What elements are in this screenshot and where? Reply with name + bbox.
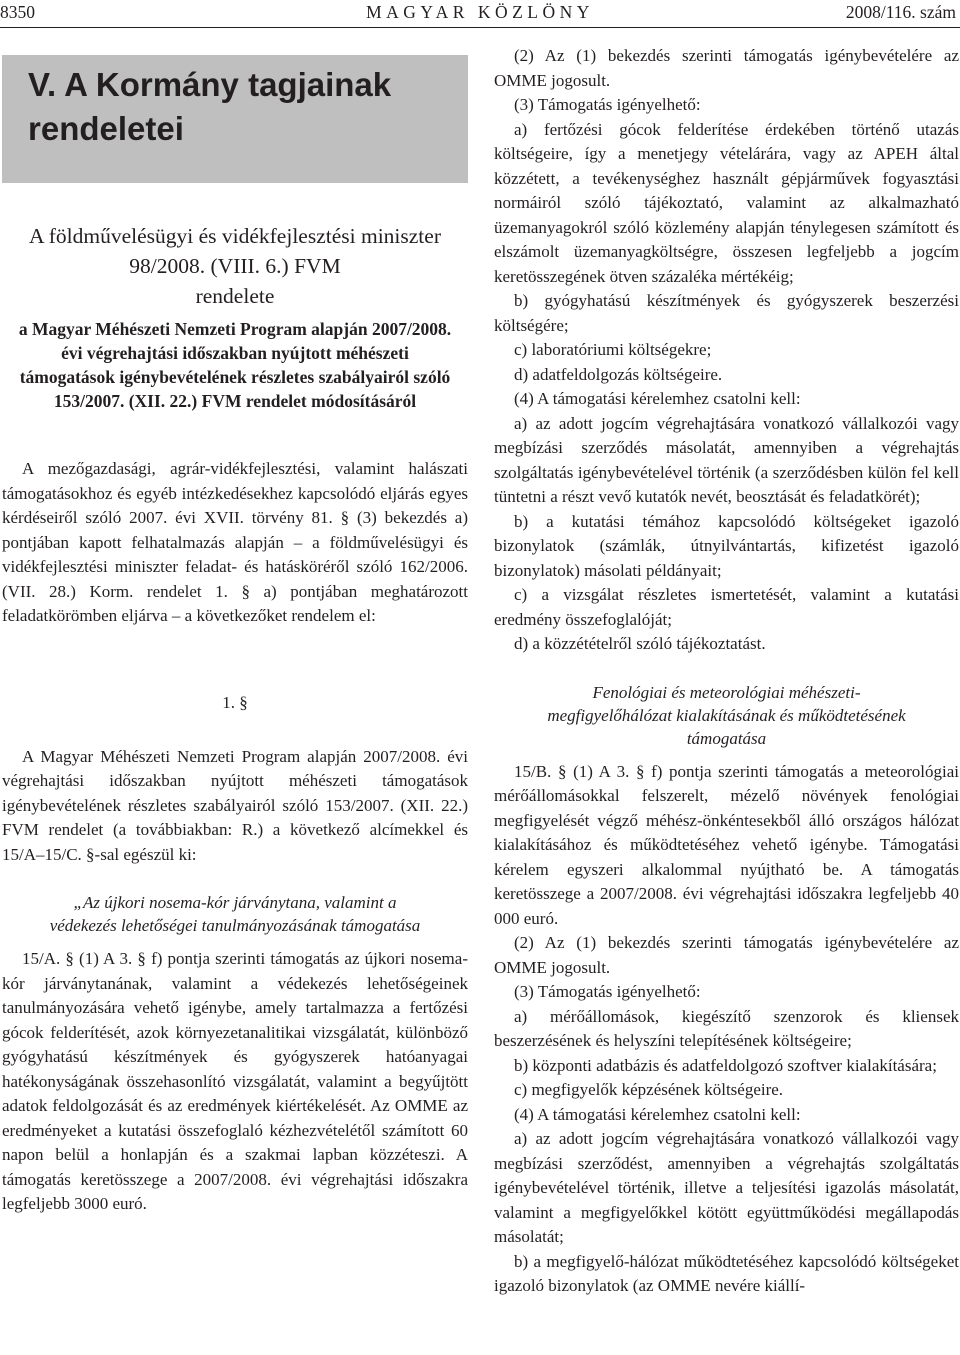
decree-heading <box>2 221 468 311</box>
preamble: A mezőgazdasági, agrár-vidékfejlesztési, valamint halászati támogatásokhoz és egyéb intézkedésekhez kapcsolódó eljárás egyes kérdéseiről szóló 2007. évi XVII. törvény 81. § (3) bekezdés a) pontjában kapott felhatalmazás alapján – a földművelésügyi és vidékfejlesztési miniszter feladat- és hatásköréről szóló 162/2006. (VII. 28.) Korm. rendelet 1. § a) pontjában meghatározott feladatkörömben eljárva – a következőket rendelem el: <box>2 459 468 625</box>
right-paragraph: c) a vizsgálat részletes ismertetését, valamint a kutatási eredmény összefoglalóját; <box>494 585 959 629</box>
chapter-banner <box>2 55 468 183</box>
section-number: 1. § <box>222 692 248 712</box>
right-paragraph: b) központi adatbázis és adatfeldolgozó szoftver kialakítására; <box>514 1055 937 1075</box>
subsection-title: Fenológiai és meteorológiai méhészeti-megfigyelőhálózat kialakításának és működtetésének támogatása <box>547 682 906 748</box>
decree-ministry: A földművelésügyi és vidékfejlesztési miniszter <box>29 224 441 248</box>
page-header <box>0 2 960 26</box>
decree-kind: rendelete <box>195 284 275 308</box>
decree-subject: a Magyar Méhészeti Nemzeti Program alapján 2007/2008. évi végrehajtási időszakban nyújtott méhészeti támogatások igénybevételének részletes szabályairól szóló 153/2007. (XII. 22.) FVM rendelet módosításáról <box>18 319 452 411</box>
decree-number: 98/2008. (VIII. 6.) FVM <box>129 254 341 278</box>
right-paragraph: (4) A támogatási kérelemhez csatolni kell: <box>514 389 801 408</box>
section-text: A Magyar Méhészeti Nemzeti Program alapján 2007/2008. évi végrehajtási időszakban nyújtott méhészeti támogatások igénybevételének részletes szabályairól szóló 153/2007. (XII. 22.) FVM rendelet (a továbbiakban: R.) a következő alcímekkel és 15/A–15/C. §-sal egészül ki: <box>2 746 468 864</box>
paragraph-15b: 15/B. § (1) A 3. § f) pontja szerinti támogatás a meteorológiai mérőállomásokkal felszerelt, mézelő növények fenológiai megfigyelését végző méhész-önkéntesekből álló országos hálózat kialakításához és működtetéséhez vehető igénybe. Támogatási kérelem egyszeri alkalommal nyújtható be. A támogatás keretösszege a 2007/2008. évi végrehajtási időszakra legfeljebb 40 000 euró. <box>494 761 959 928</box>
right-paragraph: a) fertőzési gócok felderítése érdekében történő utazás költségeire, így a menetjegy vételárára, vagy az APEH által közzétett, a tevékenységhez használt gépjárművek fogyasztási normáiról szóló tájékoztató, valamint az alkalmazható üzemanyagokról szóló közlemény alapján ténylegesen számított és elszámolt üzemanyagköltségre, összesen legfeljebb a jogcím keretösszegének ötven százaléka mértékéig; <box>494 119 959 286</box>
issue-number: 2008/116. szám <box>845 2 956 22</box>
right-column <box>494 28 959 1299</box>
right-paragraph: b) gyógyhatású készítmények és gyógyszerek beszerzési költségére; <box>494 291 959 335</box>
right-paragraph: a) az adott jogcím végrehajtására vonatkozó vállalkozói vagy megbízási szerződést, amennyiben a végrehajtás szolgáltatás igénybevételével történik, illetve a teljesítési igazolás másolatát, valamint a megfigyelőkkel kötött együttműködési megállapodás másolatát; <box>494 1129 959 1246</box>
right-paragraph: (2) Az (1) bekezdés szerinti támogatás igénybevételére az OMME jogosult. <box>494 933 959 977</box>
right-paragraph: (2) Az (1) bekezdés szerinti támogatás igénybevételére az OMME jogosult. <box>494 46 959 90</box>
right-paragraph: c) megfigyelők képzésének költségeire. <box>514 1080 784 1099</box>
paragraph-15a: 15/A. § (1) A 3. § f) pontja szerinti támogatás az újkori nosema-kór járványtanának, valamint a védekezés lehetőségeinek tanulmányozására vehető igénybe, amely tartalmazza a fertőzési gócok felderítését, azok környezetanalitikai vizsgálatát, különböző gyógyhatású készítmények és gyógyszerek hatóanyagai hatékonyságának összehasonlító vizsgálatát, valamint a begyűjtött adatok feldolgozását és az eredmények kiértékelését. Az OMME az eredményeket a kutatási összefoglaló kézhezvételétől számított 60 napon belül a honlapján és a szakmai lapban közzéteszi. A támogatás keretösszege a 2007/2008. évi végrehajtási időszakra legfeljebb 3000 euró. <box>2 949 468 1213</box>
chapter-title: V. A Kormány tagjainak rendeletei <box>28 66 392 147</box>
right-paragraph: (4) A támogatási kérelemhez csatolni kell: <box>514 1104 801 1124</box>
right-paragraph: b) a megfigyelő-hálózat működtetéséhez kapcsolódó költségeket igazoló bizonylatok (az OMME nevére kiállí- <box>494 1251 959 1295</box>
right-paragraph: a) az adott jogcím végrehajtására vonatkozó vállalkozói vagy megbízási szerződés másolatát, amennyiben a végrehajtás szolgáltatás igénybevételével történik (a szerződésben külön fel kell tüntetni a részt vevő kutatók nevét, beosztását és feladatkörét); <box>494 413 959 506</box>
right-paragraph: d) adatfeldolgozás költségeire. <box>514 364 723 384</box>
right-paragraph: c) laboratóriumi költségekre; <box>514 340 712 359</box>
right-paragraph: (3) Támogatás igényelhető: <box>514 982 701 1001</box>
page-number: 8350 <box>0 2 35 22</box>
left-column <box>2 28 468 1217</box>
journal-title: MAGYAR KÖZLÖNY <box>366 2 594 22</box>
right-paragraph: d) a közzétételről szóló tájékoztatást. <box>514 634 766 653</box>
right-paragraph: a) mérőállomások, kiegészítő szenzorok és kliensek beszerzésének és helyszíni telepítésének költségeire; <box>494 1006 959 1050</box>
subsection-title: „Az újkori nosema-kór járványtana, valamint a védekezés lehetőségei tanulmányozásának támogatása <box>49 893 421 935</box>
right-paragraph: b) a kutatási témához kapcsolódó költségeket igazoló bizonylatok (számlák, útnyilvántartás, kifizetést igazoló bizonylatok) másolati példányait; <box>494 511 959 580</box>
right-paragraph: (3) Támogatás igényelhető: <box>514 95 701 114</box>
